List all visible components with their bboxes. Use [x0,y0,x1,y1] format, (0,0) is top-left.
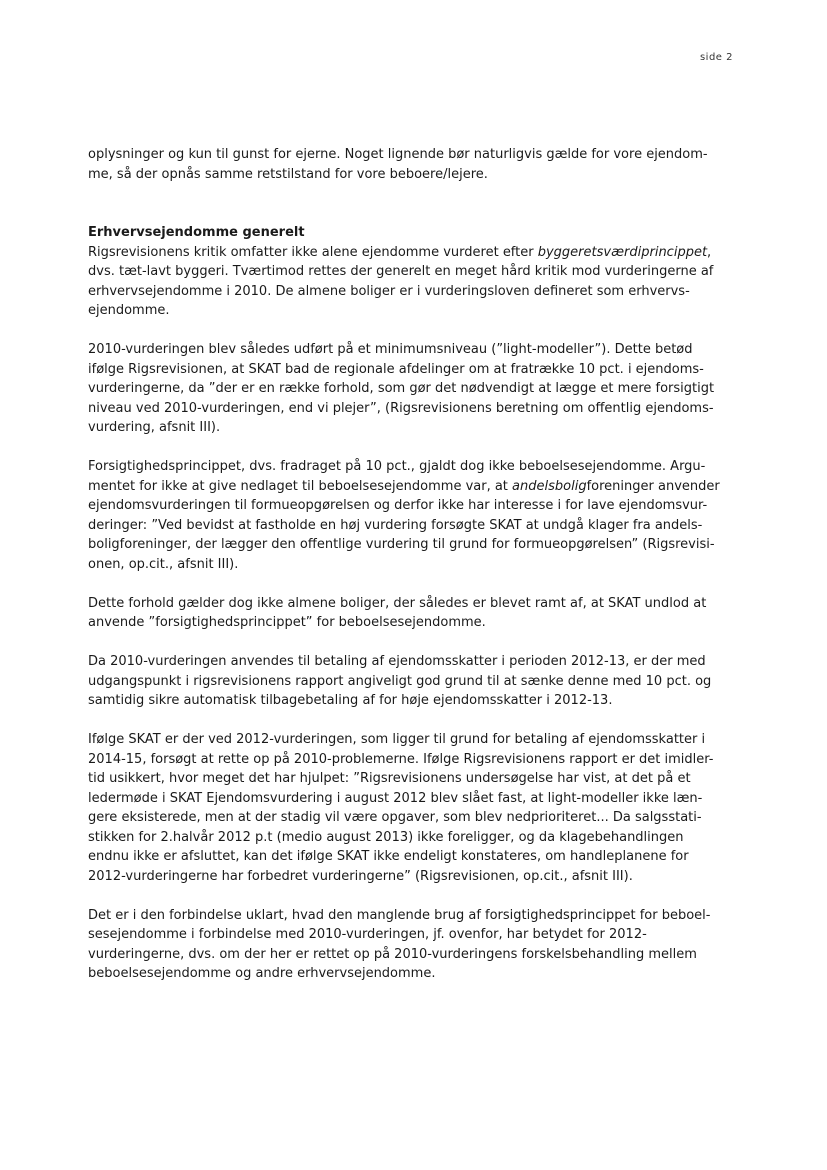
text-line: oplysninger og kun til gunst for ejerne. Noget lignende bør naturligvis gælde for vore ejendom- [88,147,708,162]
section-heading: Erhvervsejendomme generelt [88,225,305,240]
text-line: 2012-vurderingerne har forbedret vurderingerne” (Rigsrevisionen, op.cit., afsnit III). [88,868,633,884]
text-line: 2010-vurderingen blev således udført på et minimumsniveau (”light-modeller”). Dette betød [88,342,693,357]
text-line: Da 2010-vurderingen anvendes til betaling af ejendomsskatter i perioden 2012-13, er der med [88,654,706,669]
text-line: 2014-15, forsøgt at rette op på 2010-problemerne. Ifølge Rigsrevisionens rapport er det imidler- [88,751,714,767]
paragraph-forsigtighedsprincippet [88,457,738,574]
paragraph-ejendomsskatter [88,652,738,711]
text-line: Det er i den forbindelse uklart, hvad den manglende brug af forsigtighedsprincippet for beboel- [88,907,711,923]
text-line: ejendomsvurderingen til formueopgørelsen og derfor ikke har interesse i for lave ejendomsvur- [88,498,708,513]
text-line: anvende ”forsigtighedsprincippet” for beboelsesejendomme. [88,615,486,630]
paragraph-2010-vurdering [88,340,738,438]
text-line: niveau ved 2010-vurderingen, end vi plejer”, (Rigsrevisionens beretning om offentlig ejendoms- [88,400,714,416]
text-line: Forsigtighedsprincippet, dvs. fradraget på 10 pct., gjaldt dog ikke beboelsesejendomme. Argu- [88,459,706,474]
text-line: samtidig sikre automatisk tilbagebetaling af for høje ejendomsskatter i 2012-13. [88,693,613,708]
text-line: ifølge Rigsrevisionen, at SKAT bad de regionale afdelinger om at fratrække 10 pct. i ejendoms- [88,361,704,377]
text-line: me, så der opnås samme retstilstand for vore beboere/lejere. [88,166,488,182]
text-line: Rigsrevisionens kritik omfatter ikke alene ejendomme vurderet efter byggeretsværdiprincippet, [88,244,712,260]
paragraph-2012-vurdering [88,730,738,886]
text-line: deringer: ”Ved bevidst at fastholde en høj vurdering forsøgte SKAT at undgå klager fra andels- [88,517,703,533]
text-line: erhvervsejendomme i 2010. De almene boliger er i vurderingsloven defineret som erhvervs- [88,283,690,299]
text-line: tid usikkert, hvor meget det har hjulpet: ”Rigsrevisionens undersøgelse har vist, at det på et [88,771,691,786]
emphasis-term: andelsbolig [512,478,587,494]
text-line: gere eksisterede, men at der stadig vil være opgaver, som blev nedprioriteret... Da salgsstati- [88,810,702,825]
paragraph-almene-boliger [88,594,738,633]
document-body [88,145,738,1003]
text-line: vurdering, afsnit III). [88,420,221,435]
text-line: ejendomme. [88,303,170,318]
text-line: beboelsesejendomme og andre erhvervsejendomme. [88,966,436,981]
paragraph-continuation [88,145,738,184]
text-line: dvs. tæt-lavt byggeri. Tværtimod rettes der generelt en meget hård kritik mod vurderingerne af [88,264,714,279]
text-line: boligforeninger, der lægger den offentlige vurdering til grund for formueopgørelsen” (Rigsrevisi- [88,537,715,552]
paragraph-erhvervsejendomme [88,223,738,321]
text-line: vurderingerne, dvs. om der her er rettet op på 2010-vurderingens forskelsbehandling mellem [88,946,697,962]
page-number: side 2 [699,52,733,63]
text-line: mentet for ikke at give nedlaget til beboelsesejendomme var, at andelsboligforeninger anvender [88,478,720,494]
text-line: udgangspunkt i rigsrevisionens rapport angiveligt god grund til at sænke denne med 10 pct. og [88,673,712,689]
emphasis-term: byggeretsværdiprincippet [537,244,708,260]
text-line: Dette forhold gælder dog ikke almene boliger, der således er blevet ramt af, at SKAT undlod at [88,595,707,611]
text-line: endnu ikke er afsluttet, kan det ifølge SKAT ikke endeligt konstateres, om handleplanene for [88,849,689,864]
text-line: stikken for 2.halvår 2012 p.t (medio august 2013) ikke foreligger, og da klagebehandlingen [88,829,684,845]
text-line: Ifølge SKAT er der ved 2012-vurderingen, som ligger til grund for betaling af ejendomsskatter i [88,732,706,747]
text-line: onen, op.cit., afsnit III). [88,556,239,572]
text-line: vurderingerne, da ”der er en række forhold, som gør det nødvendigt at lægge et mere forsigtigt [88,381,715,396]
paragraph-uklart [88,906,738,984]
text-line: sesejendomme i forbindelse med 2010-vurderingen, jf. ovenfor, har betydet for 2012- [88,927,647,942]
text-line: ledermøde i SKAT Ejendomsvurdering i august 2012 blev slået fast, at light-modeller ikke læn- [88,790,703,806]
